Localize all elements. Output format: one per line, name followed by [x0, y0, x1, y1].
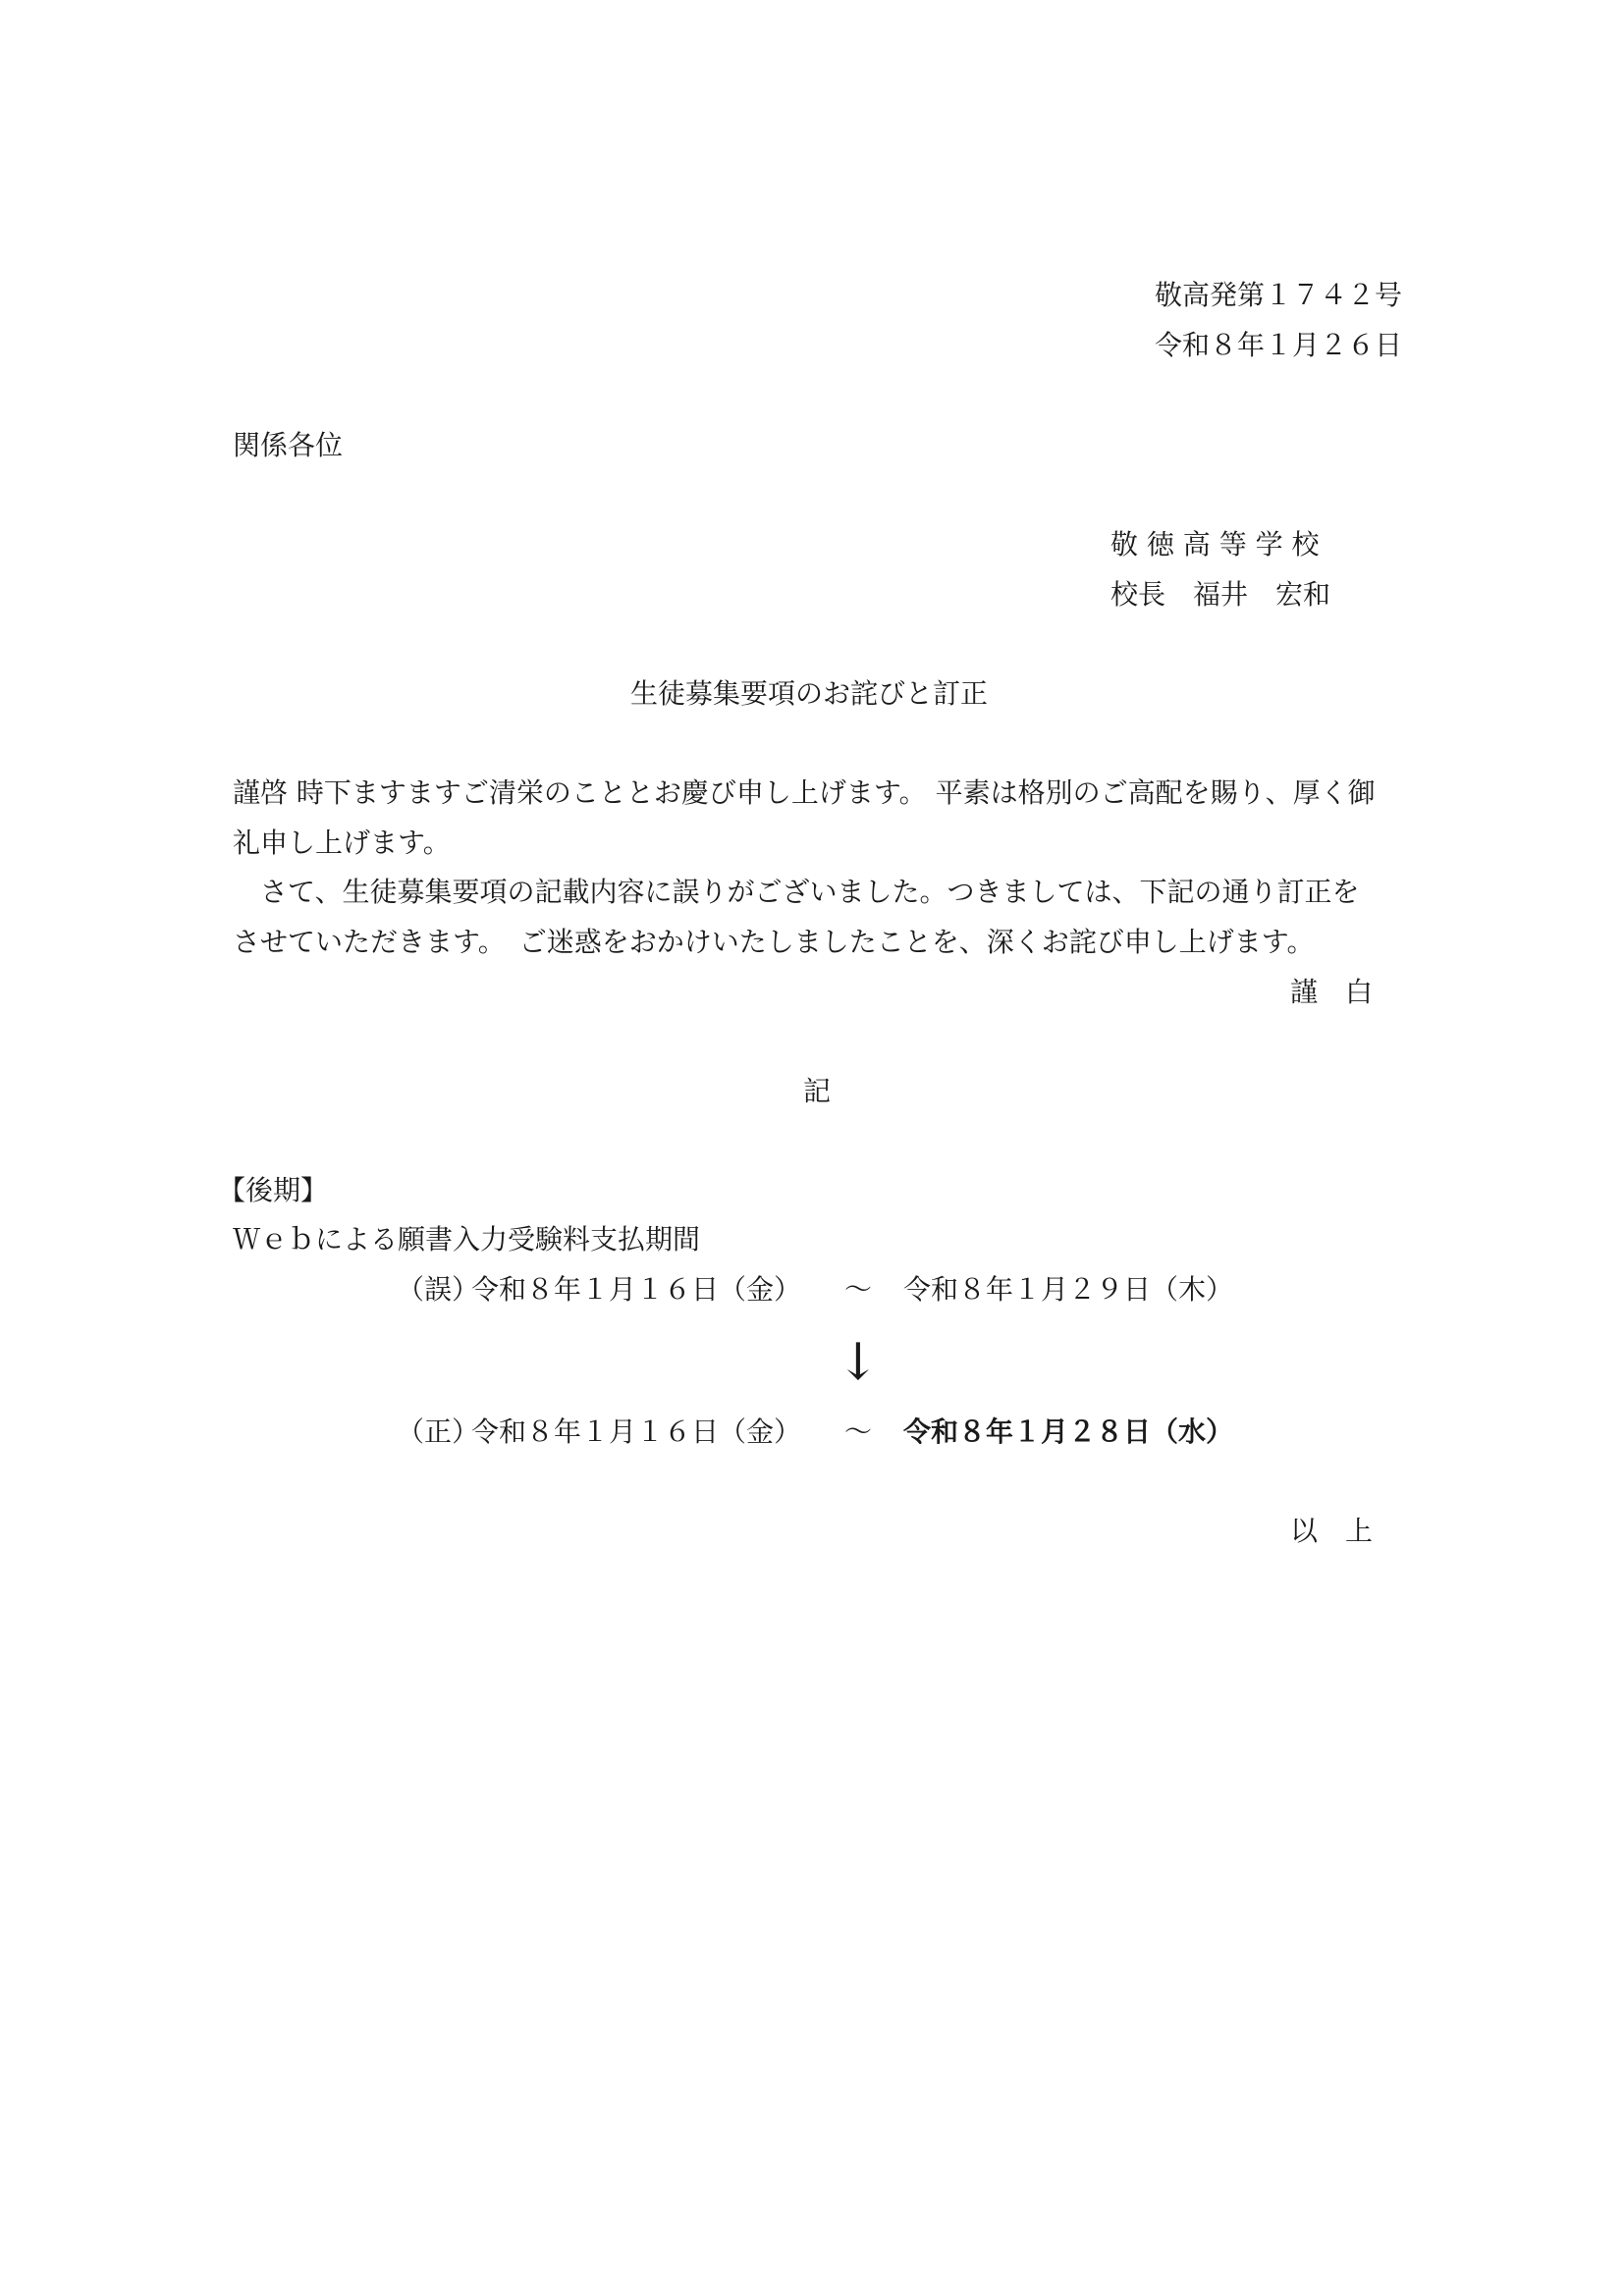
body-line-3: さて、生徒募集要項の記載内容に誤りがございました。つきましては、下記の通り訂正を — [233, 876, 1360, 908]
wrong-start-date: 令和８年１月１６日（金） — [471, 1273, 802, 1306]
section-label: 【後期】 — [218, 1174, 329, 1206]
correct-tilde: ～ — [844, 1415, 873, 1448]
wrong-label: （誤） — [397, 1273, 480, 1306]
document-title: 生徒募集要項のお詫びと訂正 — [630, 677, 989, 710]
end-mark: 以 上 — [1289, 1515, 1373, 1547]
wrong-tilde: ～ — [844, 1273, 873, 1306]
correct-start-date: 令和８年１月１６日（金） — [471, 1415, 802, 1448]
body-line-2: 礼申し上げます。 — [233, 827, 451, 859]
correct-label: （正） — [397, 1415, 480, 1448]
correct-end-date: 令和８年１月２８日（水） — [903, 1415, 1234, 1448]
body-line-4: させていただきます。 ご迷惑をおかけいたしましたことを、深くお詫び申し上げます。 — [233, 926, 1315, 958]
document-date: 令和８年１月２６日 — [1154, 329, 1402, 361]
sender-school: 敬 徳 高 等 学 校 — [1110, 528, 1320, 561]
addressee: 関係各位 — [233, 429, 344, 461]
closing-phrase: 謹 白 — [1289, 976, 1373, 1008]
wrong-end-date: 令和８年１月２９日（木） — [903, 1273, 1234, 1306]
down-arrow-icon: ↓ — [837, 1333, 880, 1392]
ki-heading: 記 — [803, 1075, 832, 1107]
sender-principal: 校長 福井 宏和 — [1110, 578, 1331, 611]
document-number: 敬高発第１７４２号 — [1154, 279, 1402, 311]
item-label: Ｗｅｂによる願書入力受験料支払期間 — [233, 1223, 701, 1255]
body-line-1: 謹啓 時下ますますご清栄のこととお慶び申し上げます。 平素は格別のご高配を賜り、厚く御 — [233, 776, 1376, 809]
